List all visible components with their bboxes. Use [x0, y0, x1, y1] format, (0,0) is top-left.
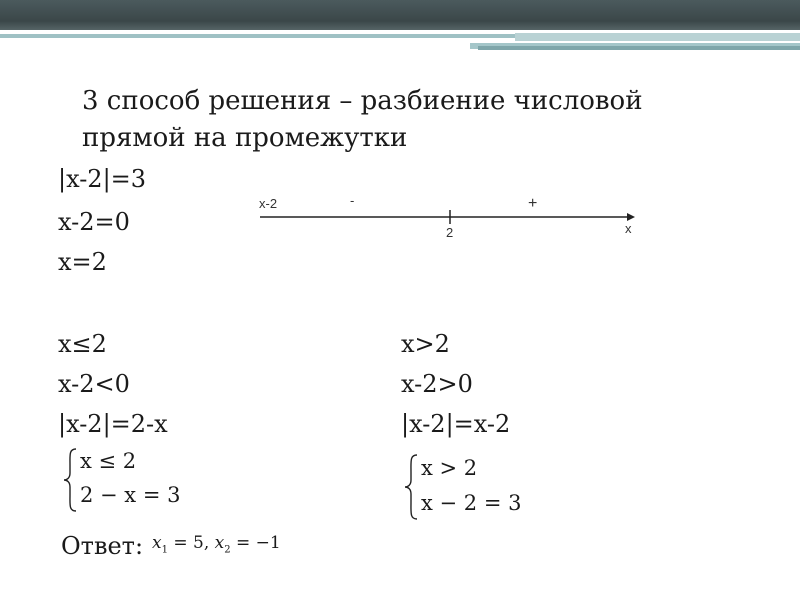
left-system: [62, 447, 242, 517]
var-x1: x: [152, 533, 162, 553]
brace-icon: [403, 453, 423, 521]
system-row: x ≤ 2: [80, 449, 137, 473]
point-label: 2: [446, 225, 454, 240]
decor-stripe: [478, 46, 800, 50]
decor-stripe: [0, 34, 515, 38]
slide-title: 3 способ решения – разбиение числовой прямой на промежутки: [82, 86, 643, 153]
system-row: x > 2: [421, 456, 478, 480]
system-row: x − 2 = 3: [421, 491, 522, 515]
decor-stripe: [515, 33, 800, 41]
left-condition: x≤2: [58, 330, 107, 358]
right-modulus: |x-2|=x-2: [401, 410, 511, 438]
axis-arrow: [627, 213, 635, 221]
plus-sign: +: [528, 195, 538, 212]
var-x2: x: [214, 533, 225, 553]
step-root: x=2: [58, 248, 107, 276]
right-inequality: x-2>0: [401, 370, 473, 398]
right-system: [403, 453, 583, 525]
answer-label: Ответ:: [61, 532, 144, 560]
left-inequality: x-2<0: [58, 370, 130, 398]
value-x2: = −1: [230, 533, 281, 553]
left-modulus: |x-2|=2-x: [58, 410, 168, 438]
right-condition: x>2: [401, 330, 450, 358]
system-row: 2 − x = 3: [80, 483, 181, 507]
top-banner: [0, 0, 800, 30]
minus-sign: -: [350, 193, 355, 208]
expr-label: x-2: [259, 196, 278, 211]
sub-1: 1: [161, 544, 168, 556]
number-line: [255, 190, 645, 250]
value-x1: = 5,: [167, 533, 215, 553]
sub-2: 2: [224, 544, 231, 556]
step-zero: x-2=0: [58, 208, 130, 236]
answer-formula: [152, 533, 281, 555]
equation: |x-2|=3: [58, 165, 147, 193]
brace-icon: [62, 447, 82, 513]
axis-label: x: [625, 221, 632, 236]
